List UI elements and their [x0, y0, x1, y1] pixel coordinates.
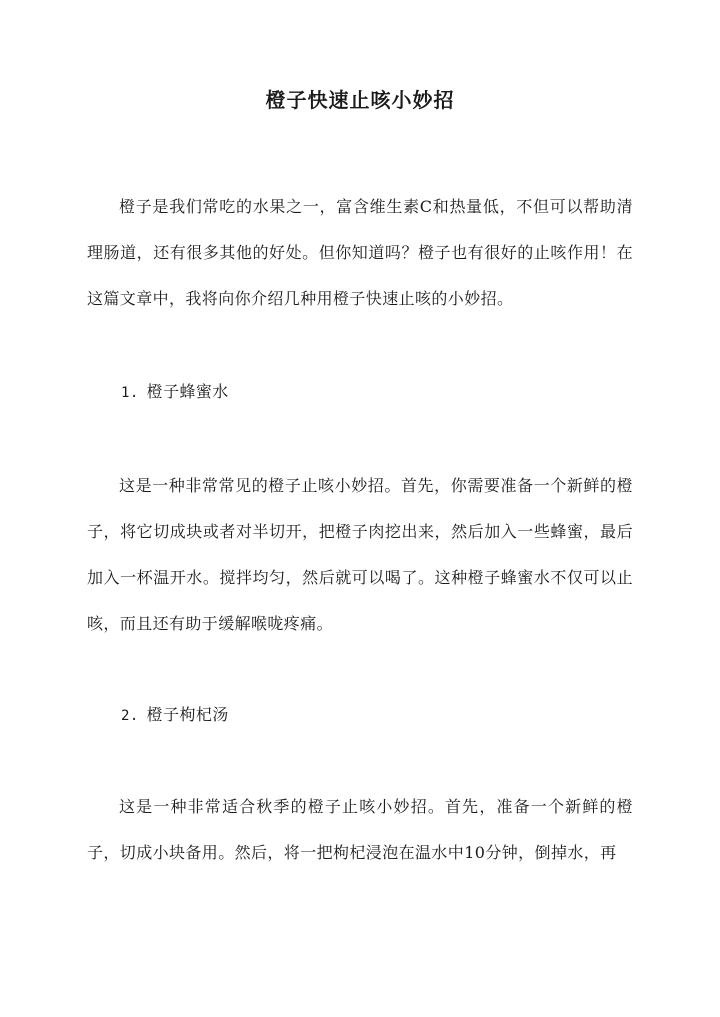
- section-heading-2: [121, 703, 229, 728]
- section-number-1: 1.: [121, 385, 139, 401]
- section-title-1: 橙子蜂蜜水: [146, 382, 229, 401]
- document-title: 橙子快速止咳小妙招: [265, 88, 455, 112]
- section-number-2: 2.: [121, 708, 139, 724]
- section-body-2: 这是一种非常适合秋季的橙子止咳小妙招。首先，准备一个新鲜的橙子，切成小块备用。然后，将一把枸杞浸泡在温水中10分钟，倒掉水，再: [87, 797, 633, 862]
- section-body-1: 这是一种非常常见的橙子止咳小妙招。首先，你需要准备一个新鲜的橙子，将它切成块或者对半切开，把橙子肉挖出来，然后加入一些蜂蜜，最后加入一杯温开水。搅拌均匀，然后就可以喝了。这种橙子蜂蜜水不仅可以止咳，而且还有助于缓解喉咙疼痛。: [87, 476, 633, 633]
- intro-paragraph: 橙子是我们常吃的水果之一，富含维生素C和热量低，不但可以帮助清理肠道，还有很多其他的好处。但你知道吗？橙子也有很好的止咳作用！在这篇文章中，我将向你介绍几种用橙子快速止咳的小妙招。: [87, 197, 633, 308]
- section-title-2: 橙子枸杞汤: [146, 705, 229, 724]
- section-heading-1: [121, 380, 229, 405]
